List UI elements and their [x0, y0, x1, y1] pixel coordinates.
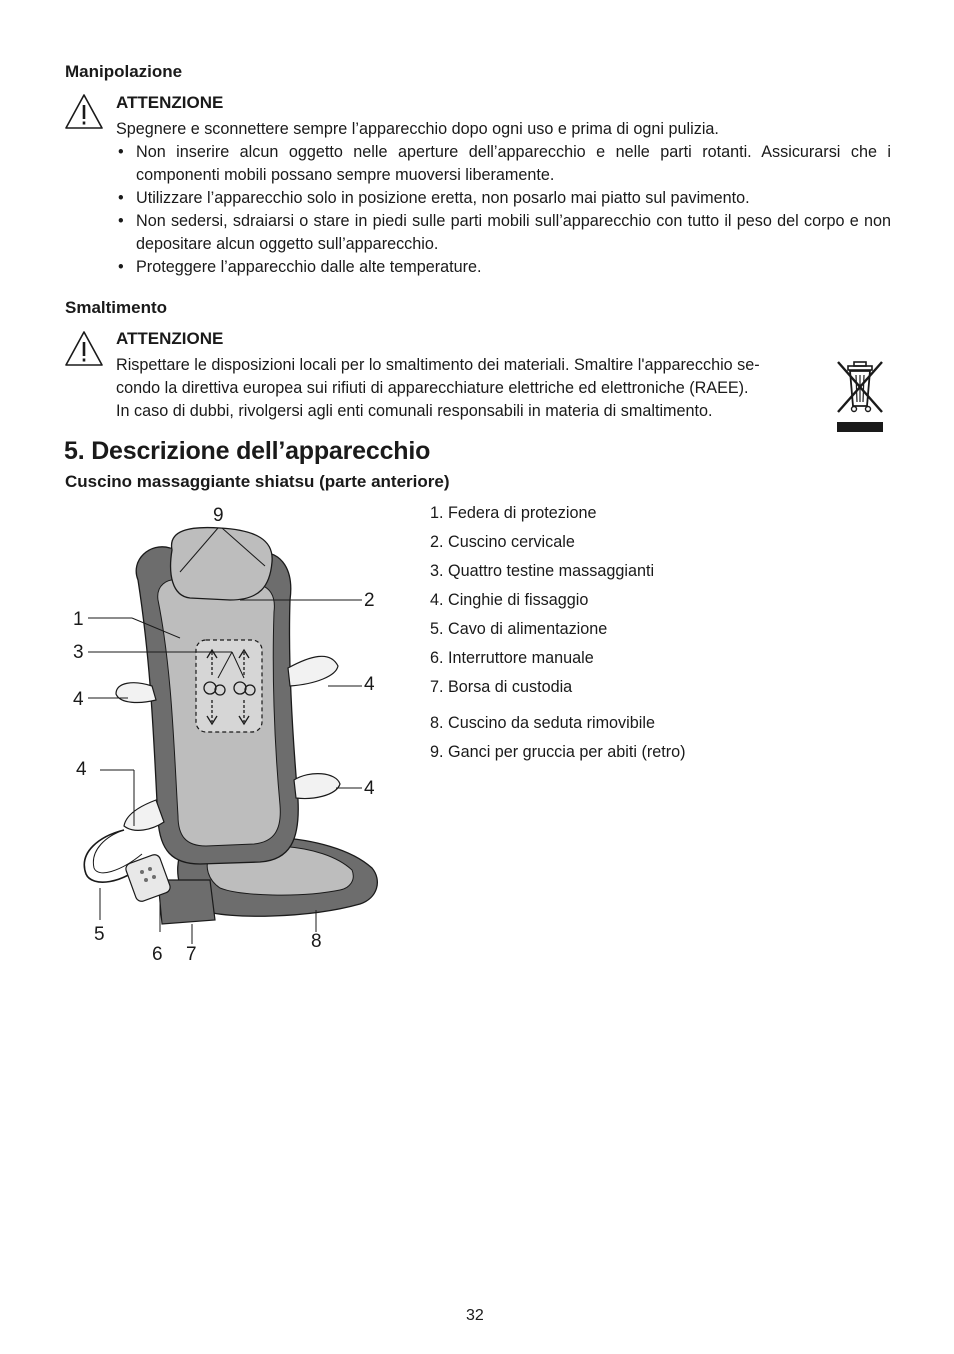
bullet-item: • Non sedersi, sdraiarsi o stare in piedi sulle parti mobili sull’apparecchio con tutto il peso del corpo e non depositare alcun oggetto sull’apparecchio.	[116, 210, 891, 256]
massage-cushion-diagram	[60, 500, 400, 980]
callout-8: 8	[311, 931, 322, 952]
disposal-text	[116, 354, 826, 423]
strap-right-lower	[294, 774, 340, 799]
callout-4: 4	[73, 689, 84, 710]
warning-intro: Spegnere e sconnettere sempre l’apparecchio dopo ogni uso e prima di ogni pulizia.	[116, 120, 719, 138]
warning-icon	[64, 330, 104, 368]
weee-crossed-bin-icon	[832, 358, 888, 434]
strap-left-lower	[124, 800, 164, 830]
list-item: 1. Federa di protezione	[430, 504, 597, 522]
page-number: 32	[466, 1307, 484, 1324]
disposal-line: Rispettare le disposizioni locali per lo smaltimento dei materiali. Smaltire l'apparecchio se-	[116, 356, 760, 374]
list-item: 7. Borsa di custodia	[430, 678, 573, 696]
section-subheading: Cuscino massaggiante shiatsu (parte anteriore)	[65, 472, 450, 491]
callout-9: 9	[213, 505, 224, 526]
warning-label: ATTENZIONE	[116, 329, 224, 348]
list-item: 5. Cavo di alimentazione	[430, 620, 608, 638]
warning-label: ATTENZIONE	[116, 93, 224, 112]
callout-1: 1	[73, 609, 84, 630]
parts-list	[430, 504, 686, 772]
callout-4: 4	[364, 674, 375, 695]
bullet-item: • Proteggere l’apparecchio dalle alte temperature.	[116, 256, 891, 279]
warning-icon	[64, 93, 104, 131]
neck-pillow	[171, 528, 273, 600]
list-item: 4. Cinghie di fissaggio	[430, 591, 589, 609]
callout-3: 3	[73, 642, 84, 663]
callout-5: 5	[94, 924, 105, 945]
list-item: 9. Ganci per gruccia per abiti (retro)	[430, 743, 686, 761]
callout-4: 4	[76, 759, 87, 780]
strap-right-upper	[288, 656, 338, 686]
section-title-manipolazione: Manipolazione	[65, 62, 183, 81]
disposal-line: condo la direttiva europea sui rifiuti di apparecchiature elettriche ed elettroniche (RAEE).	[116, 379, 749, 397]
callout-7: 7	[186, 944, 197, 965]
callout-6: 6	[152, 944, 163, 965]
section-title-smaltimento: Smaltimento	[65, 298, 168, 317]
strap-left-upper	[116, 683, 156, 703]
list-item: 8. Cuscino da seduta rimovibile	[430, 714, 655, 732]
disposal-line: In caso di dubbi, rivolgersi agli enti comunali responsabili in materia di smaltimento.	[116, 402, 713, 420]
callout-4: 4	[364, 778, 375, 799]
bullet-item: • Non inserire alcun oggetto nelle aperture dell’apparecchio e nelle parti rotanti. Assicurarsi che i componenti mobili possano sempre muoversi liberamente.	[116, 141, 891, 187]
warning-bullets	[116, 141, 891, 279]
callout-2: 2	[364, 590, 375, 611]
bullet-item: • Utilizzare l’apparecchio solo in posizione eretta, non posarlo mai piatto sul pavimento.	[116, 187, 891, 210]
list-item: 2. Cuscino cervicale	[430, 533, 575, 551]
list-item: 6. Interruttore manuale	[430, 649, 594, 667]
list-item: 3. Quattro testine massaggianti	[430, 562, 655, 580]
section-heading: 5. Descrizione dell’apparecchio	[64, 437, 431, 465]
